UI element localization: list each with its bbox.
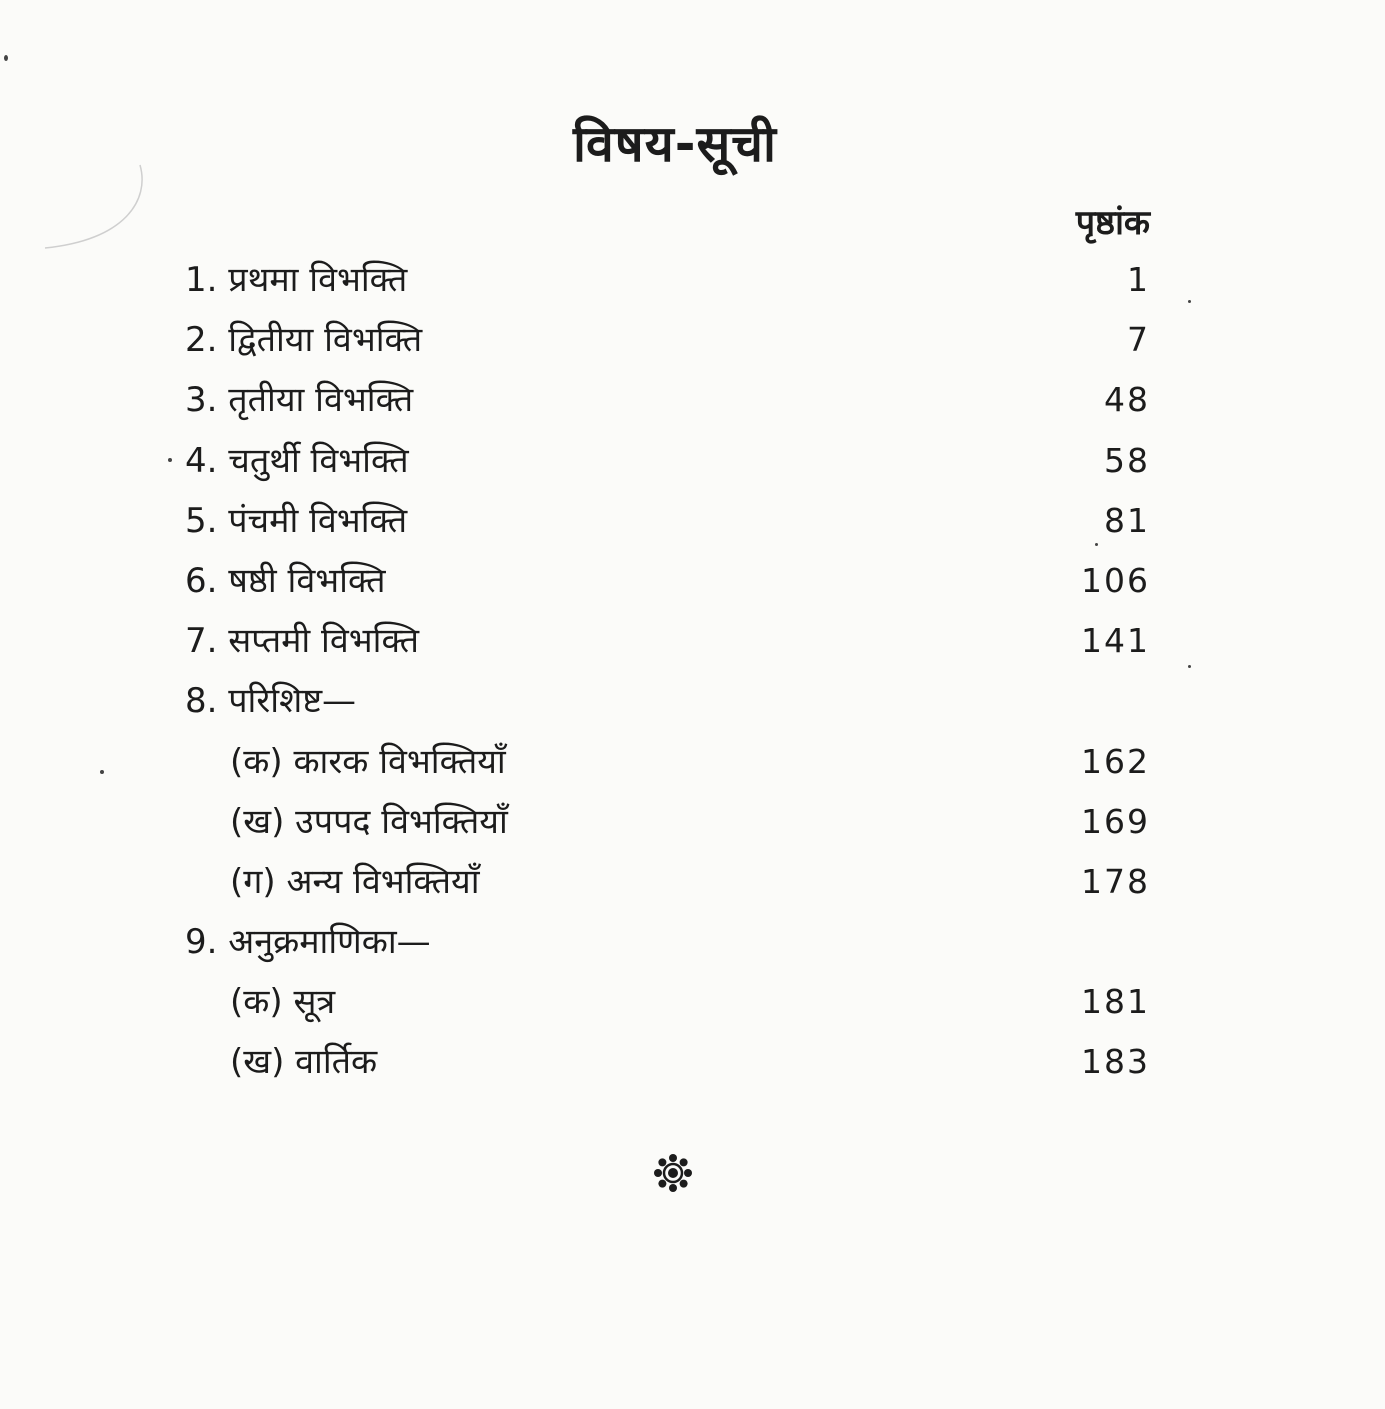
toc-entry-page-number: 1 xyxy=(1127,260,1150,299)
toc-entry-page-number: 58 xyxy=(1104,440,1150,480)
toc-entry-label: (ख) उपपद विभक्तियाँ xyxy=(230,801,508,842)
toc-entry-page-number: 178 xyxy=(1081,861,1150,901)
toc-entry-page-number: 7 xyxy=(1127,320,1150,360)
toc-entry xyxy=(185,972,1150,1032)
scan-speck xyxy=(168,458,172,462)
scan-speck xyxy=(4,55,8,61)
flower-ornament-icon xyxy=(648,1148,698,1198)
toc-entry xyxy=(185,611,1150,671)
toc-entry-page-number: 48 xyxy=(1104,380,1150,420)
scan-speck xyxy=(1188,665,1191,668)
toc-entry-label: (क) सूत्र xyxy=(230,982,336,1023)
toc-entry-label: 8. परिशिष्ट— xyxy=(185,681,357,722)
toc-entry xyxy=(185,792,1150,852)
toc-entry-label: 4. चतुर्थी विभक्ति xyxy=(185,440,409,481)
toc-entry xyxy=(185,852,1150,912)
toc-entry xyxy=(185,1032,1150,1092)
toc-entry xyxy=(185,671,1150,731)
toc-entry-page-number: 162 xyxy=(1081,741,1150,781)
toc-entry xyxy=(185,310,1150,370)
scan-speck xyxy=(1188,300,1191,303)
toc-entry-label: 9. अनुक्रमाणिका— xyxy=(185,922,431,963)
scan-speck xyxy=(1095,543,1098,546)
toc-entry-label: (क) कारक विभक्तियाँ xyxy=(230,741,506,782)
toc-entry xyxy=(185,250,1150,310)
toc-entry xyxy=(185,912,1150,972)
toc-entry-page-number: 106 xyxy=(1081,560,1150,600)
toc-entry-label: 7. सप्तमी विभक्ति xyxy=(185,621,420,662)
paper-fold-mark xyxy=(40,160,150,255)
toc-entry-label: 2. द्वितीया विभक्ति xyxy=(185,320,423,361)
page-number-column-header: पृष्ठांक xyxy=(1075,203,1150,243)
toc-entry xyxy=(185,491,1150,551)
scan-speck xyxy=(100,770,104,774)
toc-entry-page-number: 81 xyxy=(1104,500,1150,540)
toc-entry-label: (ग) अन्य विभक्तियाँ xyxy=(230,861,480,902)
toc-entry-label: 5. पंचमी विभक्ति xyxy=(185,500,408,541)
toc-entry-page-number: 141 xyxy=(1081,621,1150,661)
toc-entry-label: (ख) वार्तिक xyxy=(230,1042,378,1083)
page-title: विषय-सूची xyxy=(573,115,777,173)
toc-entry-label: 3. तृतीया विभक्ति xyxy=(185,380,414,421)
toc-entry xyxy=(185,431,1150,491)
toc-entry-page-number: 181 xyxy=(1081,982,1150,1022)
toc-entry xyxy=(185,732,1150,792)
toc-entry-label: 1. प्रथमा विभक्ति xyxy=(185,260,408,300)
toc-entry xyxy=(185,551,1150,611)
toc-entry-page-number: 183 xyxy=(1081,1042,1150,1082)
toc-entry xyxy=(185,370,1150,430)
toc-entry-page-number: 169 xyxy=(1081,801,1150,841)
toc-entry-label: 6. षष्ठी विभक्ति xyxy=(185,560,386,601)
table-of-contents xyxy=(185,250,1150,1093)
